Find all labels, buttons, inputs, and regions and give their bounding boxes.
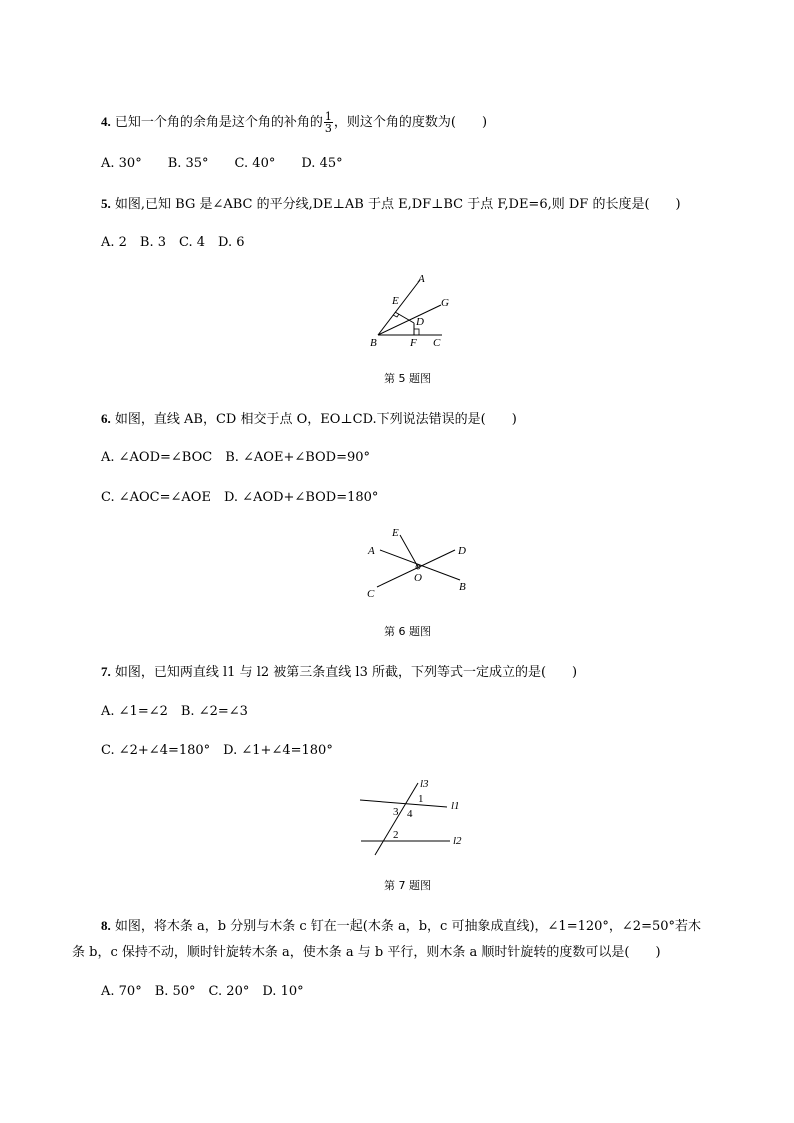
q5-label-G: G [441,297,449,309]
q5-label-A: A [418,273,425,285]
q5-label-E: E [392,295,399,307]
q5-stem [101,196,681,213]
q7-line-l1 [360,800,447,807]
q6-label-C: C [367,588,375,600]
q7-number: 7. [101,664,111,679]
q7-options-line2: C. ∠2+∠4=180° D. ∠1+∠4=180° [101,743,333,758]
q4-frac-num: 1 [324,110,332,123]
q6-label-O: O [414,572,422,584]
q4-frac-den: 3 [324,122,332,135]
q5-label-D: D [416,316,424,328]
q6-number: 6. [101,411,111,426]
q4-number: 4. [101,114,111,129]
q6-options-line2: C. ∠AOC=∠AOE D. ∠AOD+∠BOD=180° [101,490,379,505]
q5-options: A. 2 B. 3 C. 4 D. 6 [101,235,245,250]
q6-options-line1: A. ∠AOD=∠BOC B. ∠AOE+∠BOD=90° [101,450,371,465]
q5-caption: 第 5 题图 [384,372,431,385]
q6-caption: 第 6 题图 [384,625,431,638]
q4-fraction [324,111,333,134]
q4-stem [101,111,487,134]
q8-text-line2: 条 b，c 保持不动，顺时针旋转木条 a，使木条 a 与 b 平行，则木条 a 顺时针旋转的度数可以是( ) [72,945,661,960]
q5-number: 5. [101,196,111,211]
q5-label-F: F [410,337,417,349]
q4-text-a: 已知一个角的余角是这个角的补角的 [114,115,323,130]
q7-options-line1: A. ∠1=∠2 B. ∠2=∠3 [101,704,248,719]
q4-options: A. 30° B. 35° C. 40° D. 45° [101,156,343,171]
q8-text-line1: 如图，将木条 a，b 分别与木条 c 钉在一起(木条 a，b，c 可抽象成直线)，∠1=120°，∠2=50°若木 [114,919,702,934]
q6-label-E: E [392,527,399,539]
q7-label-l3: l3 [420,778,429,790]
q7-angle-1: 1 [418,793,424,805]
q7-caption: 第 7 题图 [384,879,431,892]
q6-figure [360,523,480,603]
q6-label-A: A [368,545,375,557]
q7-text: 如图，已知两直线 l1 与 l2 被第三条直线 l3 所截，下列等式一定成立的是( ) [114,665,578,680]
q8-stem-line1 [101,918,701,935]
q7-label-l2: l2 [453,835,462,847]
q6-label-B: B [459,581,466,593]
q8-number: 8. [101,918,111,933]
q5-segment-DE [395,312,414,323]
q7-angle-3: 3 [393,806,399,818]
q6-text: 如图，直线 AB，CD 相交于点 O，EO⊥CD.下列说法错误的是( ) [114,412,517,427]
q7-angle-4: 4 [407,808,413,820]
q6-stem [101,411,517,428]
q7-angle-2: 2 [393,829,399,841]
q5-label-B: B [370,337,377,349]
q7-label-l1: l1 [451,800,460,812]
q6-ray-OE [400,535,418,567]
q7-figure [355,775,475,860]
q5-figure [360,268,460,352]
q5-text: 如图,已知 BG 是∠ABC 的平分线,DE⊥AB 于点 E,DF⊥BC 于点 F,DE=6,则 DF 的长度是( ) [114,197,681,212]
q6-label-D: D [458,545,466,557]
q8-options: A. 70° B. 50° C. 20° D. 10° [101,984,304,999]
q5-right-angle-F [414,329,419,335]
q4-text-b: ，则这个角的度数为( ) [333,115,488,130]
q5-label-C: C [433,337,441,349]
q7-stem [101,664,577,681]
